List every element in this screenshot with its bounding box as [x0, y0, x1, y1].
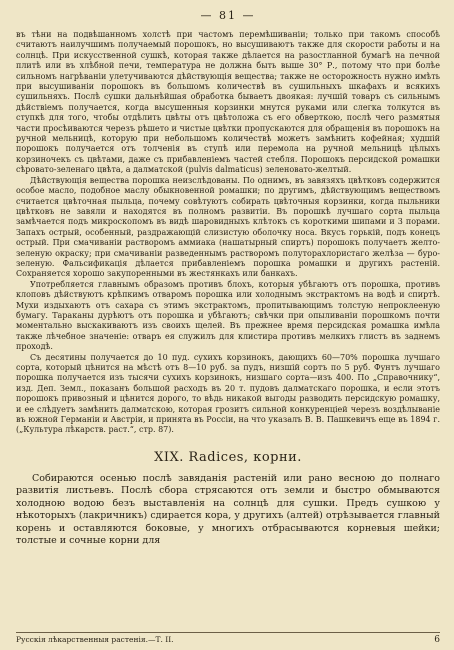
chapter-intro-paragraph: Собираются осенью послѣ завяданія растеній или рано весною до полнаго развитія листьевъ. Послѣ сбора стрясаются отъ земли и быстро обмываются холодною водою безъ выставленія на солнцѣ для сушки. Предъ сушкою у нѣкоторыхъ (лакричникъ) сдирается кора, у другихъ (алтей) отрѣзывается главный корень и оставляются боковые, у многихъ отбрасываются корневыя шейки; толстые и сочные корни для — [16, 472, 440, 547]
paragraph-yield: Съ десятины получается до 10 пуд. сухихъ корзинокъ, дающихъ 60—70% порошка лучшаго сорта, который цѣнится на мѣстѣ отъ 8—10 руб. за пудъ, низшій сортъ по 5 руб. Фунтъ лучшаго порошка получается изъ тысячи сухихъ корзинокъ, низшаго сорта—изъ 400. По „Справочнику“, изд. Деп. Земл., показанъ большой расходъ въ 20 т. пудовъ далматскаго порошка, и если этотъ порошокъ привозный и цѣнится дорого, то вѣдь никакой выгоды разводить персидскую ромашку, и ее слѣдуетъ замѣнить далматскою, которая грозитъ сильной конкуренціей черезъ воздѣлываніе въ южной Германіи и Австріи, и принята въ Россіи, на что указалъ В. В. Пашкевичъ еще въ 1894 г. („Культура лѣкарств. раст.“, стр. 87). — [16, 352, 440, 435]
paragraph-active-substances: Дѣйствующія вещества порошка неизслѣдованы. По однимъ, въ завязяхъ цвѣтковъ содержится особое масло, подобное маслу обыкновенной ромашки; по другимъ, дѣйствующимъ веществомъ считается цвѣточная пыльца, почему совѣтуютъ собирать цвѣточныя корзинки, когда пыльники цвѣтковъ не завяли и находятся въ полномъ развитіи. Въ порошкѣ лучшаго сорта пыльца замѣчается подъ микроскопомъ въ видѣ шаровидныхъ клѣтокъ съ короткими шипами и 3 порами. Запахъ острый, особенный, раздражающій слизистую оболочку носа. Вкусъ горькій, подъ конецъ острый. При смачиваніи растворомъ аммиака (нашатырный спиртъ) порошокъ получаетъ желто-зеленую окраску; при смачиваніи разведеннымъ растворомъ полуторахлористаго желѣза — буро-зеленую. Фальсификація дѣлается прибавленіемъ порошка ромашки и другихъ растеній. Сохраняется хорошо закупоренными въ жестянкахъ или банкахъ. — [16, 175, 440, 279]
page-number-header: — 81 — — [200, 9, 256, 22]
paragraph-drying: въ тѣни на подвѣшанномъ холстѣ при частомъ перемѣшиваніи; только при такомъ способѣ считаютъ наилучшимъ получаемый порошокъ, но высушиваютъ также для скорости работы и на солнцѣ. При искусственной сушкѣ, которая также дѣлается на разостланной бумагѣ на печной плитѣ или въ хлѣбной печи, температура не должна быть выше 30° Р., потому что при болѣе сильномъ нагрѣваніи улетучиваются дѣйствующія вещества; также не осторожность нужно имѣть при высушиваніи порошокъ въ большомъ количествѣ въ сушильныхъ шкафахъ и всякихъ сушильняхъ. Послѣ сушки дальнѣйшая обработка бываетъ двоякая: лучшій товаръ съ сильнымъ дѣйствіемъ получается, когда высушенныя корзинки мнутся руками или слегка толкутся въ ступкѣ для того, чтобы отдѣлить цвѣты отъ цвѣтоложа съ его обверткою, послѣ чего размятыя части просѣиваются черезъ рѣшето и чистые цвѣтки пропускаются для обращенія въ порошокъ на ручной мельницѣ, которую при небольшомъ количествѣ можетъ замѣнить кофейная; худшій порошокъ получается отъ толченія въ ступѣ или перемола на ручной мельницѣ цѣлыхъ корзиночекъ съ цвѣтами, даже съ прибавленіемъ частей стебля. Порошокъ персидской ромашки сѣровато-зеленаго цвѣта, а далматской (pulvis dalmaticus) зеленовато-желтый. — [16, 30, 440, 175]
footer-signature-number: 6 — [434, 635, 440, 645]
paragraph-usage: Употребляется главнымъ образомъ противъ блохъ, которыя убѣгаютъ отъ порошка, противъ клоповъ дѣйствуютъ крѣпкимъ отваромъ порошка или холоднымъ экстрактомъ на водѣ и спиртѣ. Мухи издыхаютъ отъ сахара съ этимъ экстрактомъ, пропитывающимъ толстую непроклееную бумагу. Тараканы дурѣютъ отъ порошка и убѣгаютъ; свѣчки при опыливаніи порошкомъ почти моментально выскакиваютъ изъ своихъ щелей. Въ прежнее время персидская ромашка имѣла также лѣчебное значеніе: отваръ ея служилъ для клистира противъ мелкихъ глистъ въ заднемъ проходѣ. — [16, 279, 440, 352]
page-footer — [16, 632, 440, 645]
chapter-title: XIX. Radices, корни. — [154, 449, 302, 465]
footer-book-title: Русскія лѣкарственныя растенія.—Т. II. — [16, 635, 174, 644]
